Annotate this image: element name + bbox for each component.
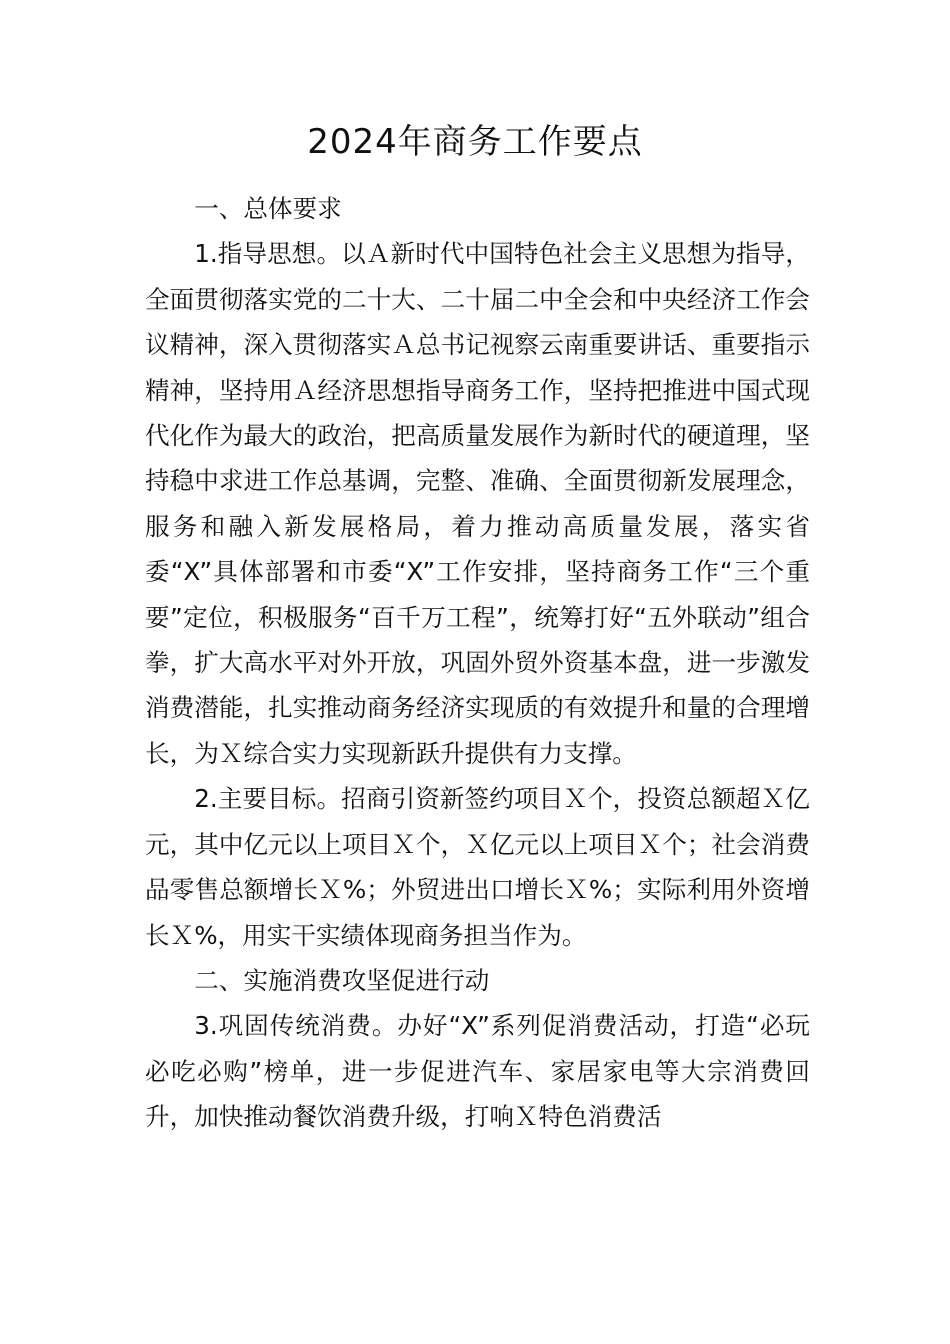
section-heading-overall-requirements: 一、总体要求 bbox=[194, 194, 342, 223]
section-heading-consumption-action: 二、实施消费攻坚促进行动 bbox=[194, 965, 490, 995]
document-body bbox=[145, 186, 810, 1140]
paragraph-traditional-consumption: 3.巩固传统消费。办好“X”系列促消费活动，打造“必玩必吃必购”榜单，进一步促进汽车、家居家电等大宗消费回升，加快推动餐饮消费升级，打响Ｘ特色消费活 bbox=[145, 1011, 810, 1132]
paragraph-guiding-ideology: 1.指导思想。以Ａ新时代中国特色社会主义思想为指导，全面贯彻落实党的二十大、二十届二中全会和中央经济工作会议精神，深入贯彻落实Ａ总书记视察云南重要讲话、重要指示精神，坚持用Ａ经济思想指导商务工作，坚持把推进中国式现代化作为最大的政治，把高质量发展作为新时代的硬道理，坚持稳中求进工作总基调，完整、准确、全面贯彻新发展理念，服务和融入新发展格局，着力推动高质量发展，落实省委“X”具体部署和市委“X”工作安排，坚持商务工作“三个重要”定位，积极服务“百千万工程”，统筹打好“五外联动”组合拳，扩大高水平对外开放，巩固外贸外资基本盘，进一步激发消费潜能，扎实推动商务经济实现质的有效提升和量的合理增长，为Ｘ综合实力实现新跃升提供有力支撑。 bbox=[145, 239, 810, 768]
document-title: 2024年商务工作要点 bbox=[307, 122, 643, 162]
paragraph-main-targets: 2.主要目标。招商引资新签约项目Ｘ个，投资总额超Ｘ亿元，其中亿元以上项目Ｘ个，Ｘ亿元以上项目Ｘ个；社会消费品零售总额增长Ｘ%；外贸进出口增长Ｘ%；实际利用外资增长Ｘ%，用实干实绩体现商务担当作为。 bbox=[145, 784, 810, 950]
